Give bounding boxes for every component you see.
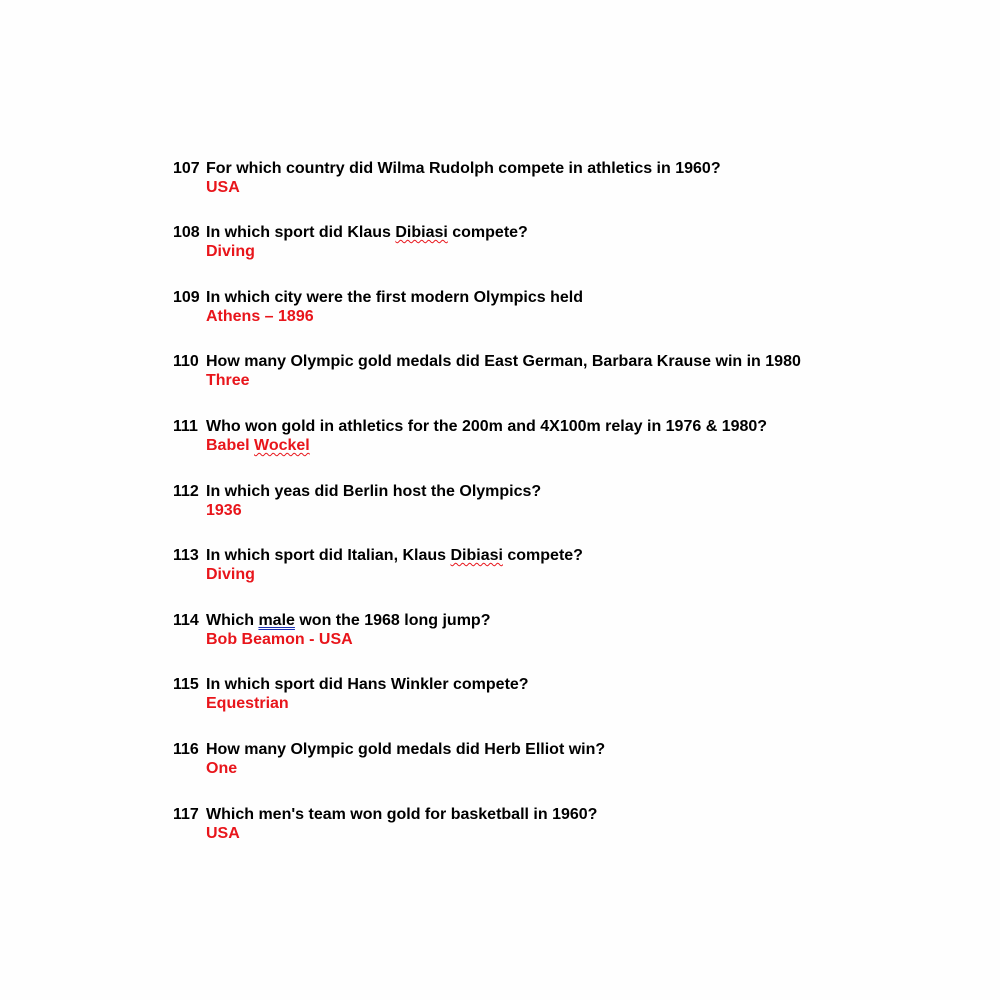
question-text: In which city were the first modern Olympics held	[206, 289, 583, 306]
question-number: 109	[173, 289, 200, 306]
question	[173, 546, 973, 565]
question	[173, 740, 973, 759]
question-number: 108	[173, 224, 200, 241]
answer: Athens – 1896	[206, 308, 314, 325]
question-text: In which sport did Hans Winkler compete?	[206, 676, 529, 693]
question-number: 114	[173, 612, 199, 629]
question-number: 113	[173, 547, 199, 564]
answer: One	[206, 760, 238, 777]
question-text: How many Olympic gold medals did Herb Elliot win?	[206, 741, 606, 758]
question-number: 112	[173, 483, 199, 500]
question-number: 117	[173, 806, 199, 823]
answer: Diving	[206, 566, 255, 583]
question-text-end: compete?	[447, 224, 528, 241]
question-number: 110	[173, 353, 199, 370]
quiz-item	[173, 805, 973, 843]
quiz-item	[173, 675, 973, 713]
question-text-end: compete?	[502, 547, 583, 564]
answer: Equestrian	[206, 695, 289, 712]
question	[173, 611, 973, 630]
question-text: Which	[206, 612, 259, 629]
answer: Bob Beamon - USA	[206, 631, 353, 648]
question	[173, 352, 973, 371]
question-text: Who won gold in athletics for the 200m and 4X100m relay in 1976 & 1980?	[206, 418, 768, 435]
answer: USA	[206, 179, 240, 196]
question-text: In which sport did Klaus	[206, 224, 396, 241]
question	[173, 482, 973, 501]
spellcheck-word: Dibiasi	[450, 547, 503, 564]
answer	[173, 436, 973, 455]
spellcheck-word: Dibiasi	[395, 224, 448, 241]
quiz-item	[173, 482, 973, 520]
question-text: In which yeas did Berlin host the Olympics?	[206, 483, 542, 500]
question-text: In which sport did Italian, Klaus	[206, 547, 451, 564]
question-text: For which country did Wilma Rudolph compete in athletics in 1960?	[206, 160, 721, 177]
question-number: 115	[173, 676, 199, 693]
question	[173, 675, 973, 694]
question-number: 116	[173, 741, 199, 758]
quiz-item	[173, 546, 973, 584]
quiz-item	[173, 352, 973, 390]
question-text-end: won the 1968 long jump?	[294, 612, 491, 629]
spellcheck-word: Wockel	[254, 437, 310, 454]
quiz-item	[173, 611, 973, 649]
answer: 1936	[206, 502, 242, 519]
answer: Diving	[206, 243, 255, 260]
question-number: 111	[173, 418, 198, 435]
question	[173, 159, 973, 178]
quiz-item	[173, 159, 973, 197]
answer: USA	[206, 825, 240, 842]
quiz-item	[173, 223, 973, 261]
question-text: How many Olympic gold medals did East German, Barbara Krause win in 1980	[206, 353, 801, 370]
quiz-item	[173, 740, 973, 778]
question	[173, 805, 973, 824]
answer-text: Babel	[206, 437, 255, 454]
quiz-item	[173, 288, 973, 326]
question-number: 107	[173, 160, 200, 177]
question	[173, 223, 973, 242]
question	[173, 288, 973, 307]
grammarcheck-word: male	[258, 612, 295, 629]
question	[173, 417, 973, 436]
answer: Three	[206, 372, 250, 389]
question-text: Which men's team won gold for basketball in 1960?	[206, 806, 598, 823]
quiz-item	[173, 417, 973, 455]
